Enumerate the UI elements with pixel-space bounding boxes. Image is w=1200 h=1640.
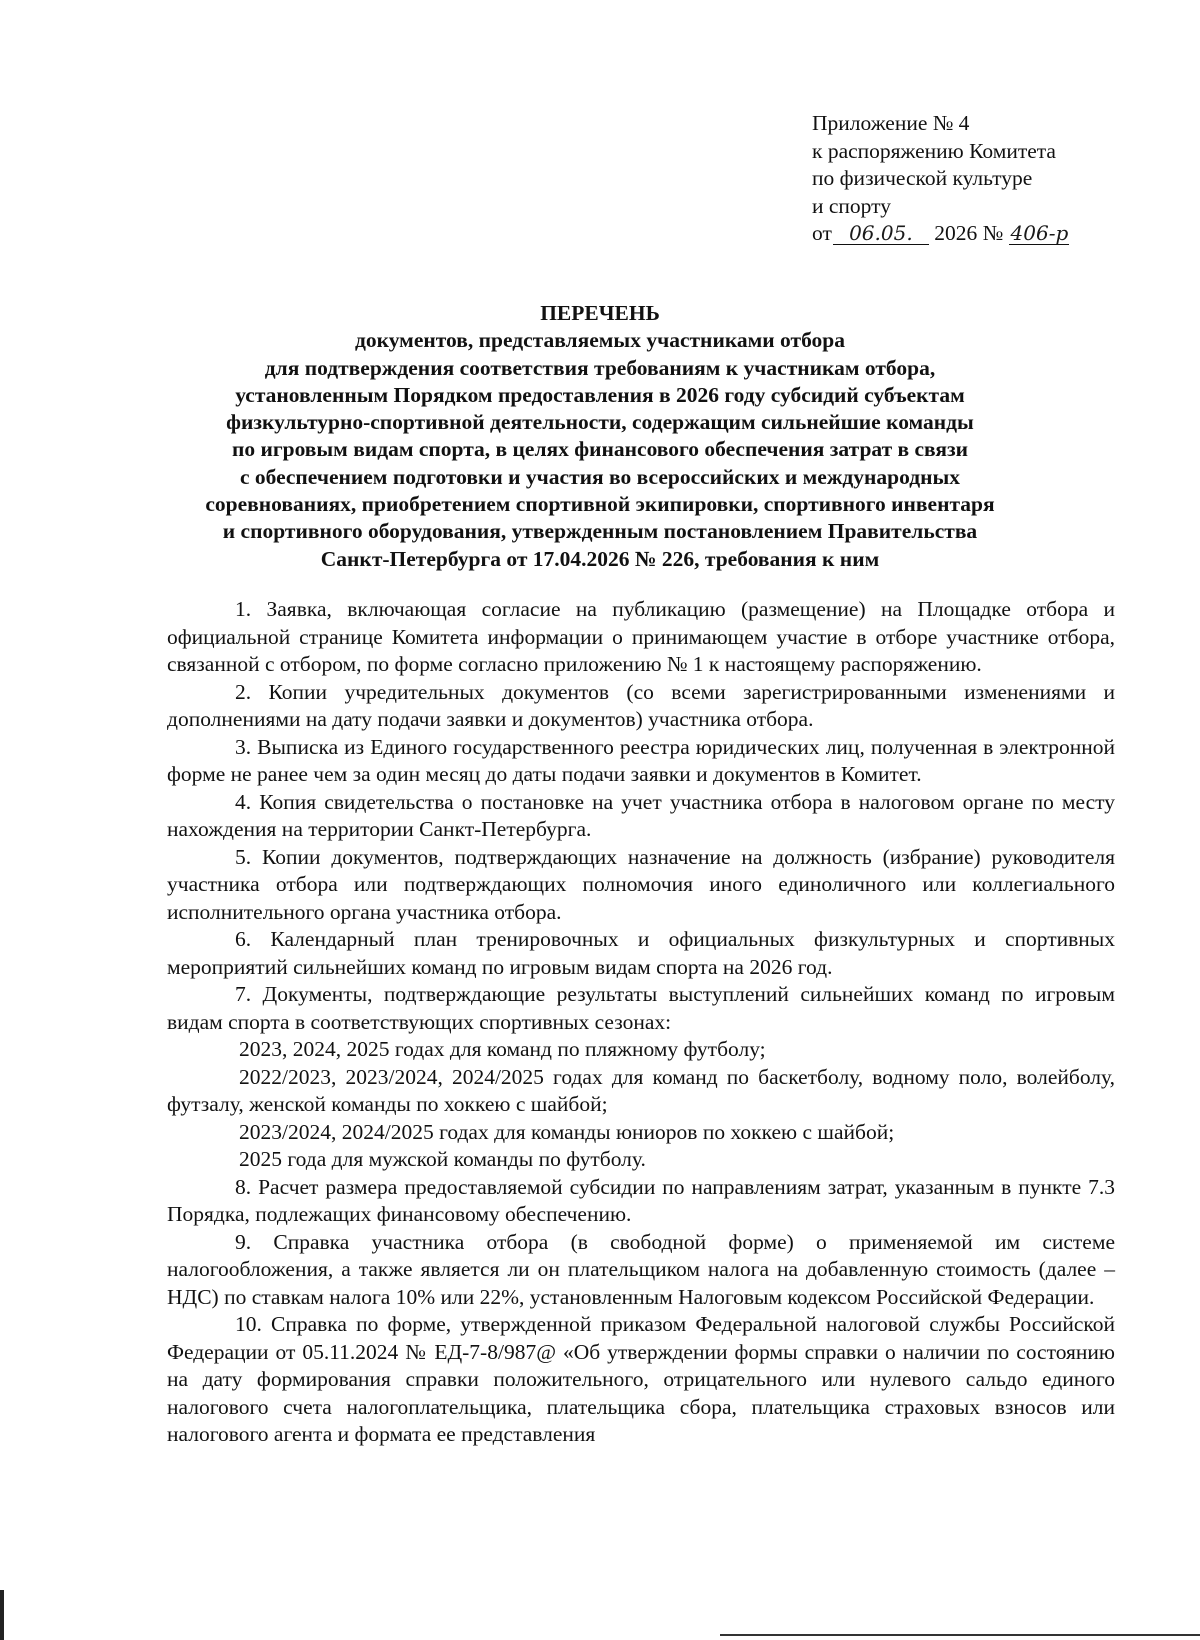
list-item-8: 8. Расчет размера предоставляемой субсидии по направлениям затрат, указанным в пункте 7.3 Порядка, подлежащих финансовому обеспечению. xyxy=(167,1174,1115,1226)
appendix-number: Приложение № 4 xyxy=(812,111,970,135)
list-item-1: 1. Заявка, включающая согласие на публикацию (размещение) на Площадке отбора и официальной странице Комитета информации о принимающем участие в отборе участнике отбора, связанной с отбором, по форме согласно приложению № 1 к настоящему распоряжению. xyxy=(167,597,1115,676)
list-subitem: 2023/2024, 2024/2025 годах для команды юниоров по хоккею с шайбой; xyxy=(239,1119,895,1144)
appendix-header xyxy=(812,110,1069,248)
handwritten-number: 406-р xyxy=(1010,221,1069,245)
year-number-label: 2026 № xyxy=(934,221,1004,245)
title-main: ПЕРЕЧЕНЬ xyxy=(540,301,660,325)
list-item-6: 6. Календарный план тренировочных и официальных физкультурных и спортивных мероприятий сильнейших команд по игровым видам спорта на 2026 год. xyxy=(167,927,1115,979)
title-line: физкультурно-спортивной деятельности, содержащим сильнейшие команды xyxy=(226,410,974,435)
title-line: Санкт-Петербурга от 17.04.2026 № 226, требования к ним xyxy=(320,546,880,571)
title-line: для подтверждения соответствия требованиям к участникам отбора, xyxy=(264,355,936,380)
list-item-7: 7. Документы, подтверждающие результаты выступлений сильнейших команд по игровым видам спорта в соответствующих спортивных сезонах: xyxy=(167,982,1115,1034)
title-line: соревнованиях, приобретением спортивной экипировки, спортивного инвентаря xyxy=(205,492,995,517)
title-line: по игровым видам спорта, в целях финансового обеспечения затрат в связи xyxy=(231,437,969,462)
title-line: установленным Порядком предоставления в 2026 году субсидий субъектам xyxy=(235,382,965,407)
title-line: с обеспечением подготовки и участия во всероссийских и международных xyxy=(239,464,961,489)
list-item-3: 3. Выписка из Единого государственного реестра юридических лиц, полученная в электронной форме не ранее чем за один месяц до даты подачи заявки и документов в Комитет. xyxy=(167,734,1115,786)
list-subitem: 2025 года для мужской команды по футболу. xyxy=(239,1147,646,1171)
scan-edge-mark xyxy=(0,1590,4,1640)
title-line: и спортивного оборудования, утвержденным постановлением Правительства xyxy=(222,519,978,544)
appendix-date-line xyxy=(812,220,1069,248)
list-subitem: 2022/2023, 2023/2024, 2024/2025 годах для команд по баскетболу, водному поло, волейболу, футзалу, женской команды по хоккею с шайбой; xyxy=(167,1064,1115,1116)
list-item-4: 4. Копия свидетельства о постановке на учет участника отбора в налоговом органе по месту нахождения на территории Санкт-Петербурга. xyxy=(167,789,1115,841)
list-item-10: 10. Справка по форме, утвержденной приказом Федеральной налоговой службы Российской Федерации от 05.11.2024 № ЕД-7-8/987@ «Об утверждении формы справки о наличии по состоянию на дату формирования справки положительного, отрицательного или нулевого сальдо единого налогового счета налогоплательщика, плательщика сбора, плательщика страховых взносов или налогового агента и формата ее представления xyxy=(167,1312,1115,1446)
document-title xyxy=(150,300,1050,573)
appendix-ref-line: по физической культуре xyxy=(812,166,1033,190)
title-line: документов, представляемых участниками отбора xyxy=(355,328,845,353)
document-body xyxy=(167,596,1115,1449)
date-prefix: от xyxy=(812,221,832,245)
appendix-ref-line: к распоряжению Комитета xyxy=(812,138,1056,163)
list-item-5: 5. Копии документов, подтверждающих назначение на должность (избрание) руководителя участника отбора или подтверждающих полномочия иного единоличного или коллегиального исполнительного органа участника отбора. xyxy=(167,844,1115,924)
handwritten-date: 06.05. xyxy=(833,222,929,245)
list-item-9: 9. Справка участника отбора (в свободной форме) о применяемой им системе налогообложения, а также является ли он плательщиком налога на добавленную стоимость (далее – НДС) по ставкам налога 10% или 22%, установленным Налоговым кодексом Российской Федерации. xyxy=(167,1229,1115,1309)
list-subitem: 2023, 2024, 2025 годах для команд по пляжному футболу; xyxy=(239,1037,766,1061)
list-item-2: 2. Копии учредительных документов (со всеми зарегистрированными изменениями и дополнениями на дату подачи заявки и документов) участника отбора. xyxy=(167,679,1115,731)
scan-bottom-rule xyxy=(720,1634,1200,1636)
appendix-ref-line: и спорту xyxy=(812,193,892,218)
